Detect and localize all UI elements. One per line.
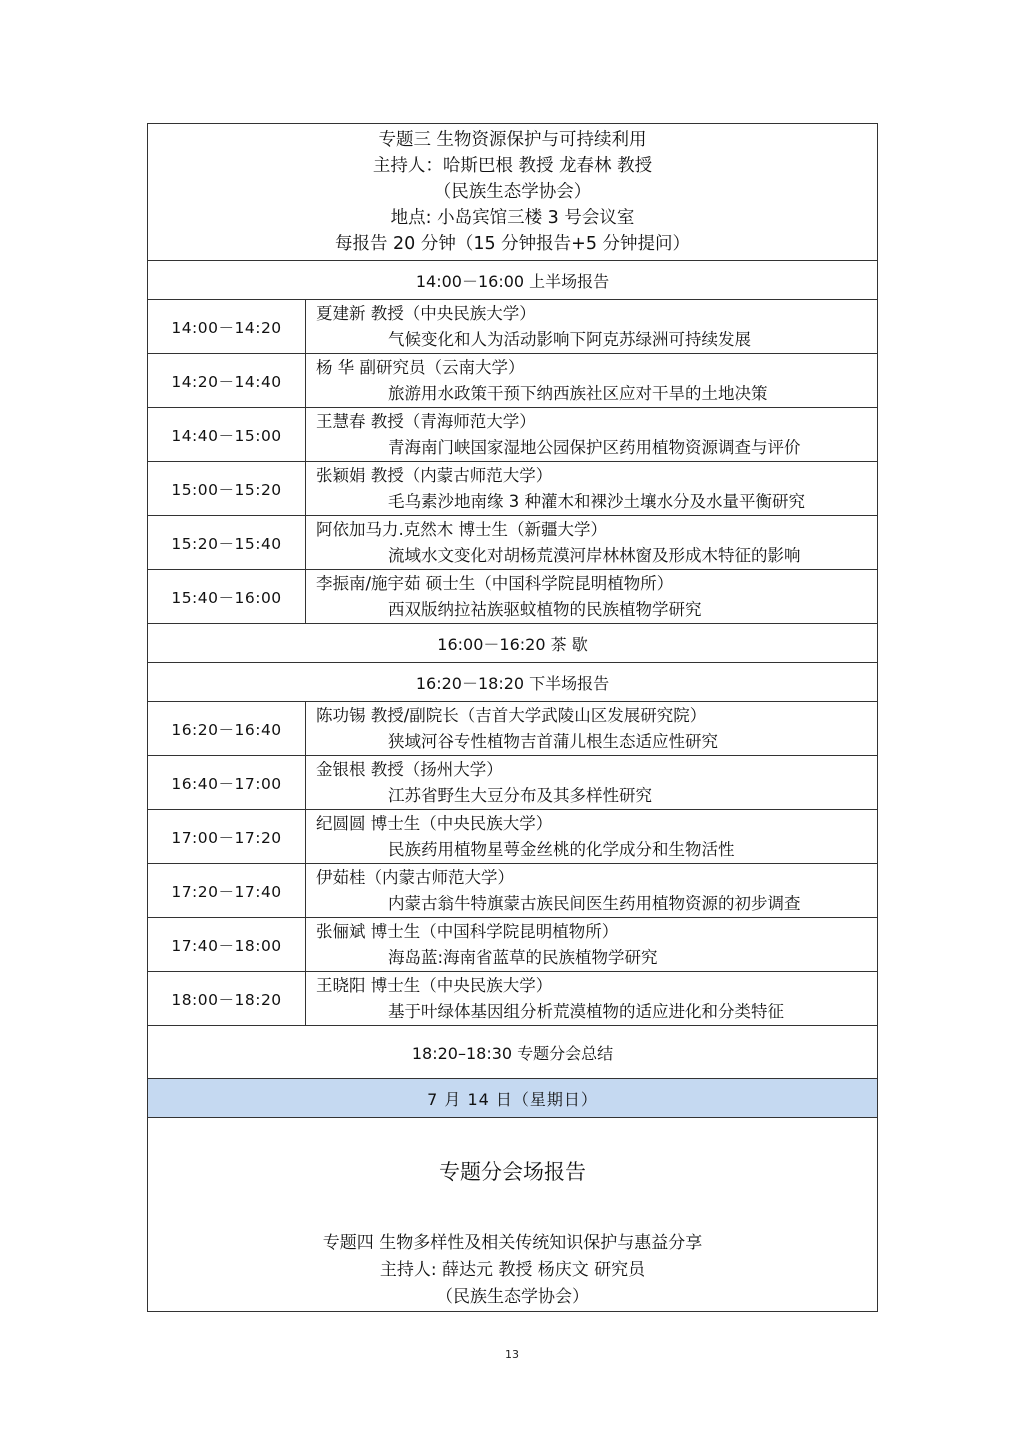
topic-title: 专题三 生物资源保护与可持续利用 [378,130,647,150]
second-half-label: 16:20－18:20 下半场报告 [148,663,878,702]
talk-title: 海岛蓝:海南省蓝草的民族植物学研究 [388,948,658,967]
first-half-label: 14:00－16:00 上半场报告 [148,261,878,300]
talk-speaker: 夏建新 教授（中央民族大学） [316,304,536,323]
talk-time: 17:40－18:00 [148,918,306,972]
session-header-row [148,124,878,261]
talk-time: 15:20－15:40 [148,516,306,570]
talk-details [306,864,878,918]
talk-speaker: 阿依加马力.克然木 博士生（新疆大学） [316,520,607,539]
talk-time: 16:20－16:40 [148,702,306,756]
talk-speaker: 陈功锡 教授/副院长（吉首大学武陵山区发展研究院） [316,706,707,725]
talk-details [306,810,878,864]
next-organizer: （民族生态学协会） [436,1287,589,1307]
talk-title: 旅游用水政策干预下纳西族社区应对干旱的土地决策 [388,384,768,403]
talk-title: 毛乌素沙地南缘 3 种灌木和裸沙土壤水分及水量平衡研究 [388,492,805,511]
tea-break-label: 16:00－16:20 茶 歇 [148,624,878,663]
talk-title: 青海南门峡国家湿地公园保护区药用植物资源调查与评价 [388,438,801,457]
talk-time: 14:40－15:00 [148,408,306,462]
page-number: 13 [505,1348,519,1361]
next-topic-title: 专题四 生物多样性及相关传统知识保护与惠益分享 [322,1233,703,1253]
talk-details [306,918,878,972]
report-format: 每报告 20 分钟（15 分钟报告+5 分钟提问） [334,234,691,254]
talk-title: 流域水文变化对胡杨荒漠河岸林林窗及形成木特征的影响 [388,546,801,565]
talk-details [306,972,878,1026]
talk-details [306,354,878,408]
talk-title: 内蒙古翁牛特旗蒙古族民间医生药用植物资源的初步调查 [388,894,801,913]
session-summary-label: 18:20–18:30 专题分会总结 [148,1026,878,1079]
talk-details [306,702,878,756]
talk-speaker: 纪圆圆 博士生（中央民族大学） [316,814,553,833]
organizer: （民族生态学协会） [433,182,592,202]
talk-speaker: 金银根 教授（扬州大学） [316,760,503,779]
talk-row [148,570,878,624]
talk-title: 狭域河谷专性植物吉首蒲儿根生态适应性研究 [388,732,718,751]
talk-row [148,756,878,810]
talk-speaker: 王晓阳 博士生（中央民族大学） [316,976,553,995]
first-half-row [148,261,878,300]
talk-time: 18:00－18:20 [148,972,306,1026]
date-label: 7 月 14 日（星期日） [148,1079,878,1118]
talk-time: 14:20－14:40 [148,354,306,408]
date-row [148,1079,878,1118]
talk-title: 江苏省野生大豆分布及其多样性研究 [388,786,652,805]
talk-time: 17:00－17:20 [148,810,306,864]
talk-row [148,408,878,462]
location: 地点: 小岛宾馆三楼 3 号会议室 [390,208,635,228]
talk-speaker: 杨 华 副研究员（云南大学） [316,358,525,377]
talk-row [148,864,878,918]
talk-row [148,462,878,516]
talk-time: 14:00－14:20 [148,300,306,354]
talk-details [306,756,878,810]
talk-title: 基于叶绿体基因组分析荒漠植物的适应进化和分类特征 [388,1002,784,1021]
talk-time: 17:20－17:40 [148,864,306,918]
talk-time: 15:40－16:00 [148,570,306,624]
talk-details [306,462,878,516]
talk-row [148,354,878,408]
talk-time: 16:40－17:00 [148,756,306,810]
talk-details [306,516,878,570]
talk-row [148,810,878,864]
talk-row [148,918,878,972]
schedule-table [147,123,878,1312]
talk-title: 民族药用植物星萼金丝桃的化学成分和生物活性 [388,840,735,859]
talk-speaker: 李振南/施宇茹 硕士生（中国科学院昆明植物所） [316,574,674,593]
talk-details [306,408,878,462]
talk-details [306,570,878,624]
summary-row [148,1026,878,1079]
talk-details [306,300,878,354]
talk-row [148,300,878,354]
hosts: 主持人：哈斯巴根 教授 龙春林 教授 [372,156,653,176]
next-hosts: 主持人: 薛达元 教授 杨庆文 研究员 [379,1260,646,1280]
session-heading: 专题分会场报告 [439,1160,586,1184]
talk-title: 西双版纳拉祜族驱蚊植物的民族植物学研究 [388,600,702,619]
break-row [148,624,878,663]
talk-time: 15:00－15:20 [148,462,306,516]
talk-row [148,702,878,756]
talk-title: 气候变化和人为活动影响下阿克苏绿洲可持续发展 [388,330,751,349]
talk-speaker: 伊茹桂（内蒙古师范大学） [316,868,514,887]
second-half-row [148,663,878,702]
next-session [148,1118,878,1312]
next-session-row [148,1118,878,1312]
talk-speaker: 张俪斌 博士生（中国科学院昆明植物所） [316,922,619,941]
session-header [148,124,878,261]
talk-speaker: 张颖娟 教授（内蒙古师范大学） [316,466,553,485]
talk-row [148,972,878,1026]
talk-row [148,516,878,570]
talk-speaker: 王慧春 教授（青海师范大学） [316,412,536,431]
